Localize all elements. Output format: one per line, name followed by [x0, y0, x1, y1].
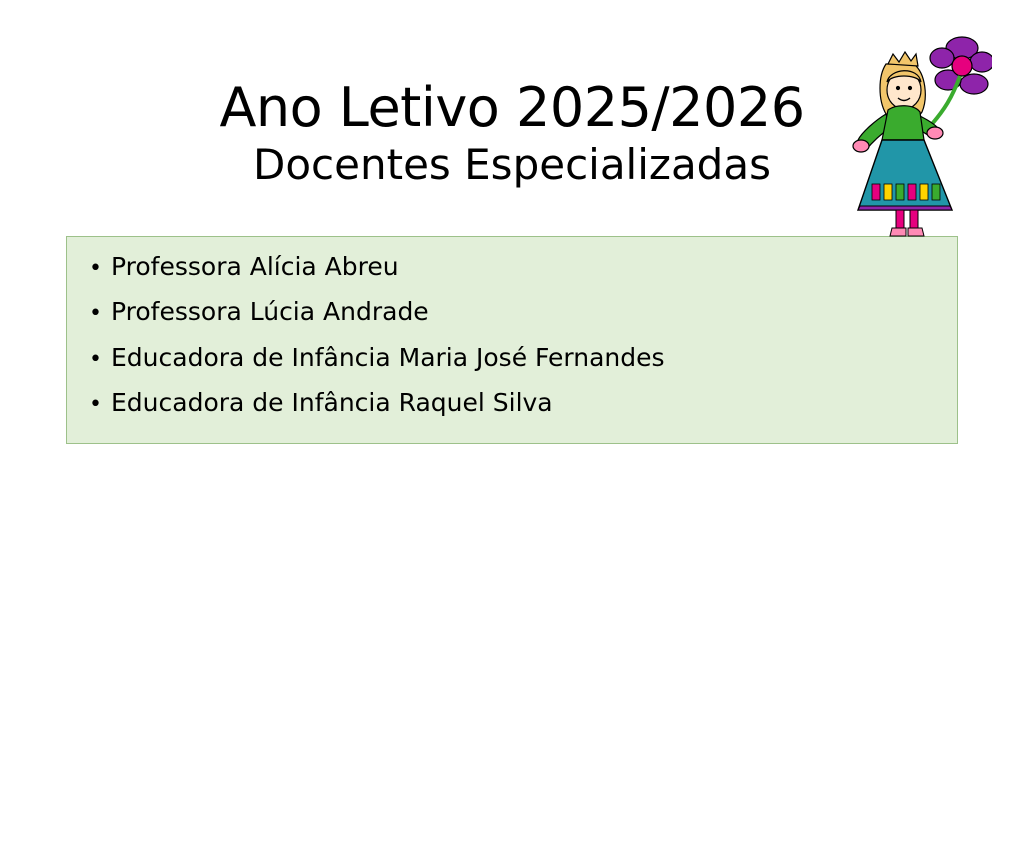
page-subtitle: Docentes Especializadas — [253, 139, 771, 189]
list-item — [67, 296, 957, 327]
list-item-label: Professora Alícia Abreu — [111, 252, 399, 281]
content-panel — [66, 236, 958, 444]
bullet-icon: • — [89, 391, 102, 417]
bullet-icon: • — [89, 256, 102, 281]
page-title: Ano Letivo 2025/2026 — [219, 76, 805, 139]
list-item-label: Professora Lúcia Andrade — [111, 297, 429, 327]
staff-list — [67, 251, 957, 418]
list-item-label: Educadora de Infância Raquel Silva — [111, 387, 553, 417]
slide-title-block — [70, 76, 954, 189]
list-item — [67, 387, 957, 418]
list-item-label: Educadora de Infância Maria José Fernandes — [111, 342, 665, 372]
list-item — [67, 251, 957, 282]
list-item — [67, 342, 957, 373]
girl-with-flower-icon — [852, 28, 992, 243]
bullet-icon: • — [89, 346, 102, 372]
bullet-icon: • — [89, 301, 102, 327]
